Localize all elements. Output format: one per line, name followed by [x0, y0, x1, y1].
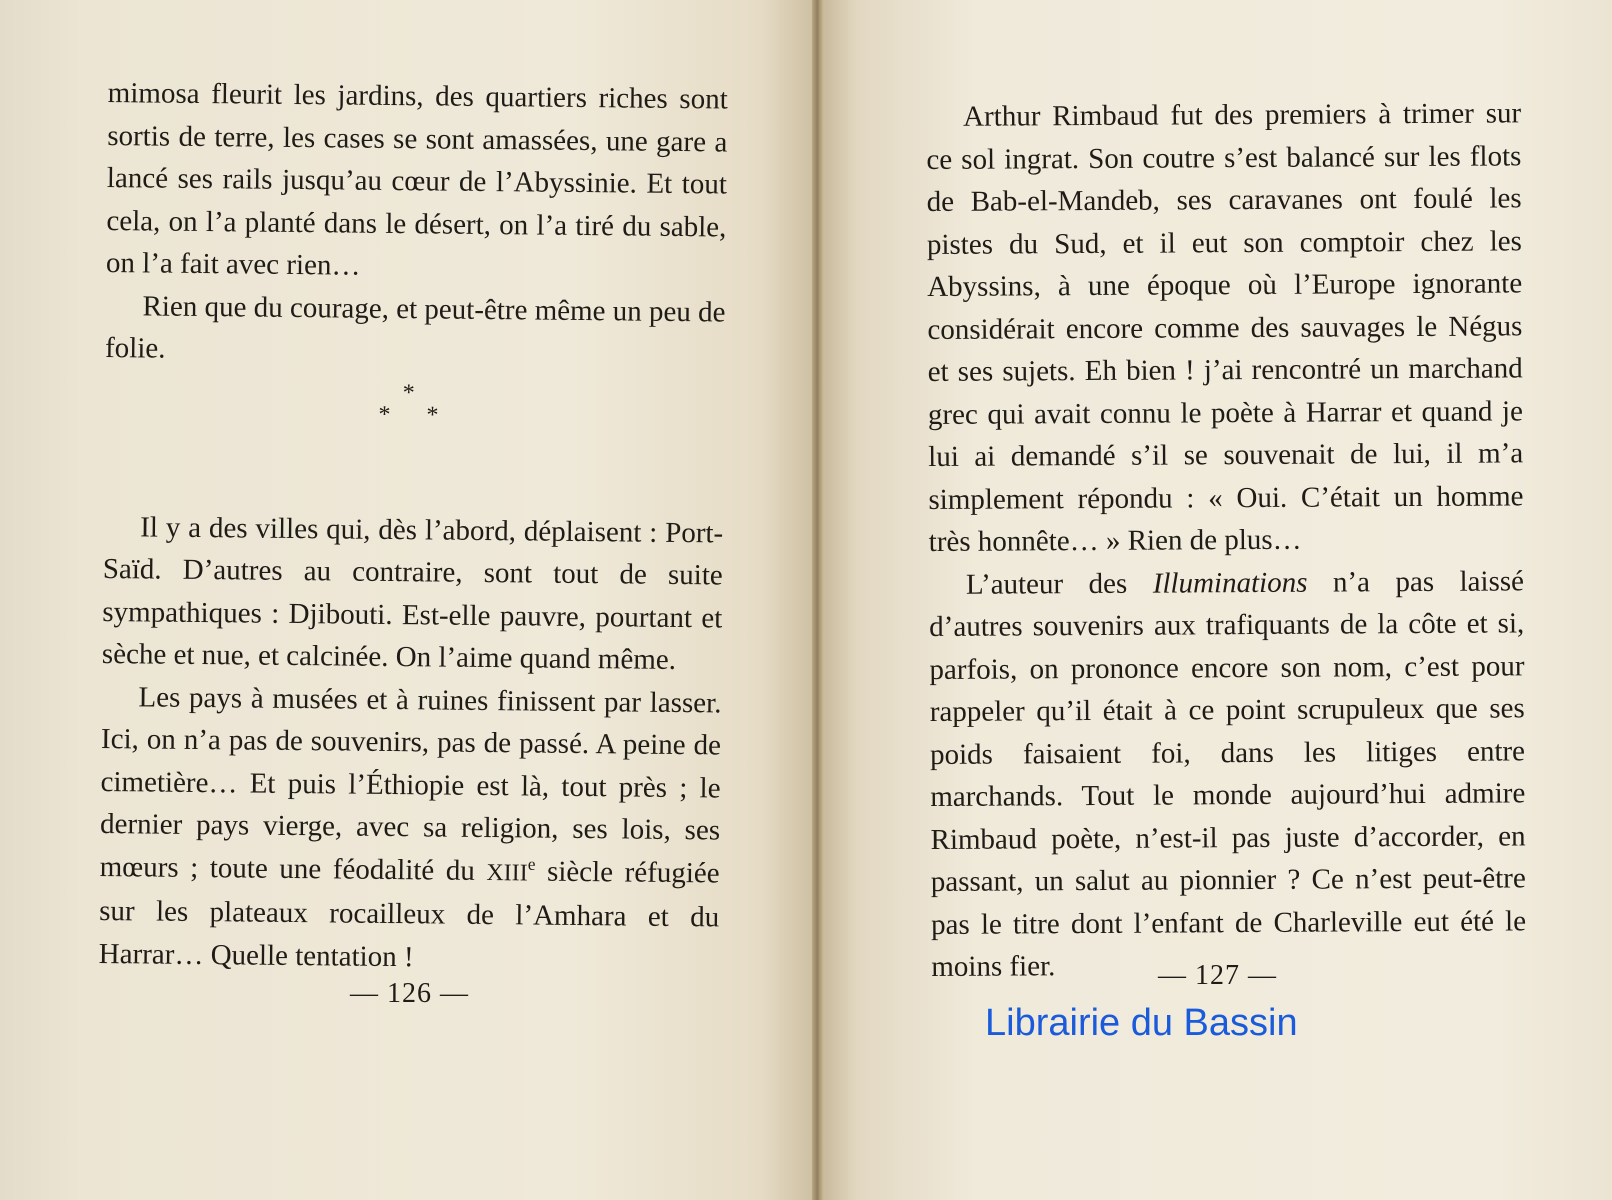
right-paragraph-1: Arthur Rimbaud fut des premiers à trimer sur ce sol ingrat. Son coutre s’est balancé sur les flots de Bab-el-Mandeb, ses caravanes ont foulé les pistes du Sud, et il eut son comptoir chez les Abyssins, à une époque où l’Europe ignorante considérait encore comme des sauvages le Négus et ses sujets. Eh bien ! j’ai rencontré un marchand grec qui avait connu le poète à Harrar et quand je lui ai demandé s’il se souvenait de lui, il m’a simplement répondu : « Oui. C’était un homme très honnête… » Rien de plus…: [926, 97, 1524, 558]
century-roman: XIII: [486, 859, 528, 886]
left-paragraph-2: Rien que du courage, et peut-être même un peu de folie.: [104, 289, 726, 365]
asterism-star-left: *: [378, 401, 391, 428]
book-title-illuminations: Illuminations: [1152, 566, 1308, 600]
right-paragraph-2-end: n’a pas laissé d’autres souvenirs aux trafiquants de la côte et si, parfois, on prononce encore son nom, c’est pour rappeler qu’il était à ce point scrupuleux que ses poids faisaient foi, dans les litiges entre marchands. Tout le monde aujourd’hui admire Rimbaud poète, n’est-il pas juste d’accorder, en passant, un salut au pionnier ? Ce n’est peut-être pas le titre dont l’enfant de Charleville eut été le moins fier.: [929, 564, 1527, 983]
left-paragraph-4: [99, 675, 722, 981]
left-paragraph-4-end: siècle réfugiée sur les plateaux rocailleux de l’Amhara et du Harrar… Quelle tentation !: [98, 855, 720, 973]
right-paragraph-2: [929, 560, 1527, 989]
left-paragraph-4-text: Les pays à musées et à ruines finissent par lasser. Ici, on n’a pas de souvenirs, pas de passé. A peine de cimetière… Et puis l’Éthiopie est là, tout près ; le dernier pays vierge, avec sa religion, ses lois, ses mœurs ; toute une féodalité du: [99, 680, 722, 887]
asterism-star-right: *: [426, 401, 439, 428]
century-suffix: e: [527, 853, 536, 874]
left-text-block: [99, 72, 728, 981]
right-paragraph-2-start: L’auteur des: [965, 567, 1153, 601]
left-paragraph-3: Il y a des villes qui, dès l’abord, déplaisent : Port-Saïd. D’autres au contraire, sont tout de suite sympathiques : Djibouti. Est-elle pauvre, pourtant et sèche et nue, et calcinée. On l’aime quand même.: [101, 510, 724, 676]
page-number-right: — 127 —: [1158, 960, 1277, 991]
book-gutter: [812, 0, 824, 1200]
page-number-left: — 126 —: [350, 978, 469, 1009]
left-paragraph-1: mimosa fleurit les jardins, des quartiers riches sont sortis de terre, les cases se sont amassées, une gare a lancé ses rails jusqu’au cœur de l’Abyssinie. Et tout cela, on l’a planté dans le désert, on l’a tiré du sable, on l’a fait avec rien…: [105, 76, 728, 282]
asterism: [104, 373, 725, 453]
watermark-text: Librairie du Bassin: [985, 1002, 1298, 1044]
right-text-block: [926, 92, 1526, 988]
asterism-star-top: *: [402, 379, 415, 406]
